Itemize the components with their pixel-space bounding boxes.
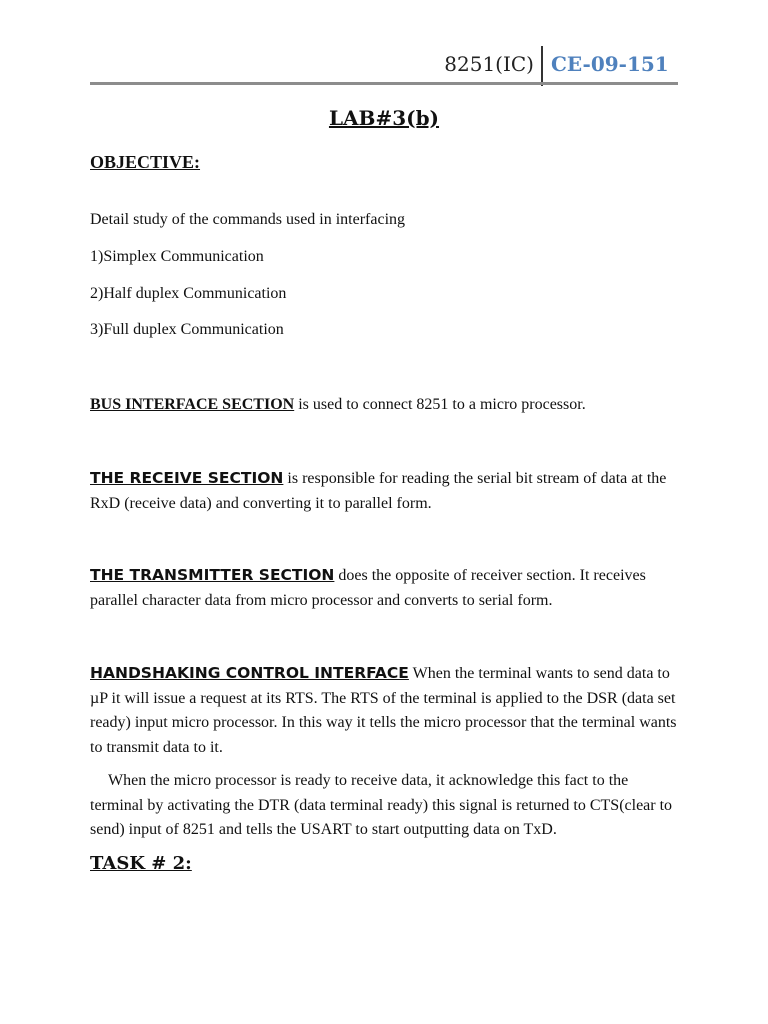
header-divider	[541, 46, 543, 86]
task-heading: TASK # 2:	[90, 853, 192, 874]
transmitter-section-text: does the opposite of receiver section. It receives parallel character data from micro processor and converts to serial form.	[90, 567, 646, 609]
receive-section-paragraph	[90, 466, 680, 516]
course-code: CE-09-151	[551, 52, 669, 76]
objective-item-1: 1)Simplex Communication	[90, 248, 264, 265]
objective-item-2: 2)Half duplex Communication	[90, 285, 287, 302]
bus-interface-paragraph	[90, 393, 680, 418]
handshaking-term: HANDSHAKING CONTROL INTERFACE	[90, 664, 409, 682]
handshaking-paragraph	[90, 661, 680, 760]
objective-item-3: 3)Full duplex Communication	[90, 321, 284, 338]
transmitter-section-term: THE TRANSMITTER SECTION	[90, 566, 335, 584]
objective-heading: OBJECTIVE:	[90, 152, 201, 172]
page-title: LAB#3(b)	[328, 106, 440, 130]
transmitter-section-paragraph	[90, 563, 680, 613]
bus-interface-term: BUS INTERFACE SECTION	[90, 396, 295, 413]
receive-section-term: THE RECEIVE SECTION	[90, 469, 284, 487]
course-label: 8251(IC)	[444, 52, 534, 76]
handshaking-text: When the terminal wants to send data to µP it will issue a request at its RTS. The RTS of the terminal is applied to the DSR (data set ready) input micro processor. In this way it tells the micro processor that the terminal wants to transmit data to it.	[90, 665, 677, 756]
header-rule	[90, 82, 678, 85]
page-header	[0, 0, 768, 90]
objective-intro: Detail study of the commands used in interfacing	[90, 211, 406, 228]
receive-section-text: is responsible for reading the serial bit stream of data at the RxD (receive data) and converting it to parallel form.	[90, 470, 667, 512]
ready-paragraph: When the micro processor is ready to receive data, it acknowledge this fact to the terminal by activating the DTR (data terminal ready) this signal is returned to CTS(clear to send) input of 8251 and tells the USART to start outputting data on TxD.	[90, 772, 673, 838]
bus-interface-text: is used to connect 8251 to a micro processor.	[294, 396, 586, 413]
